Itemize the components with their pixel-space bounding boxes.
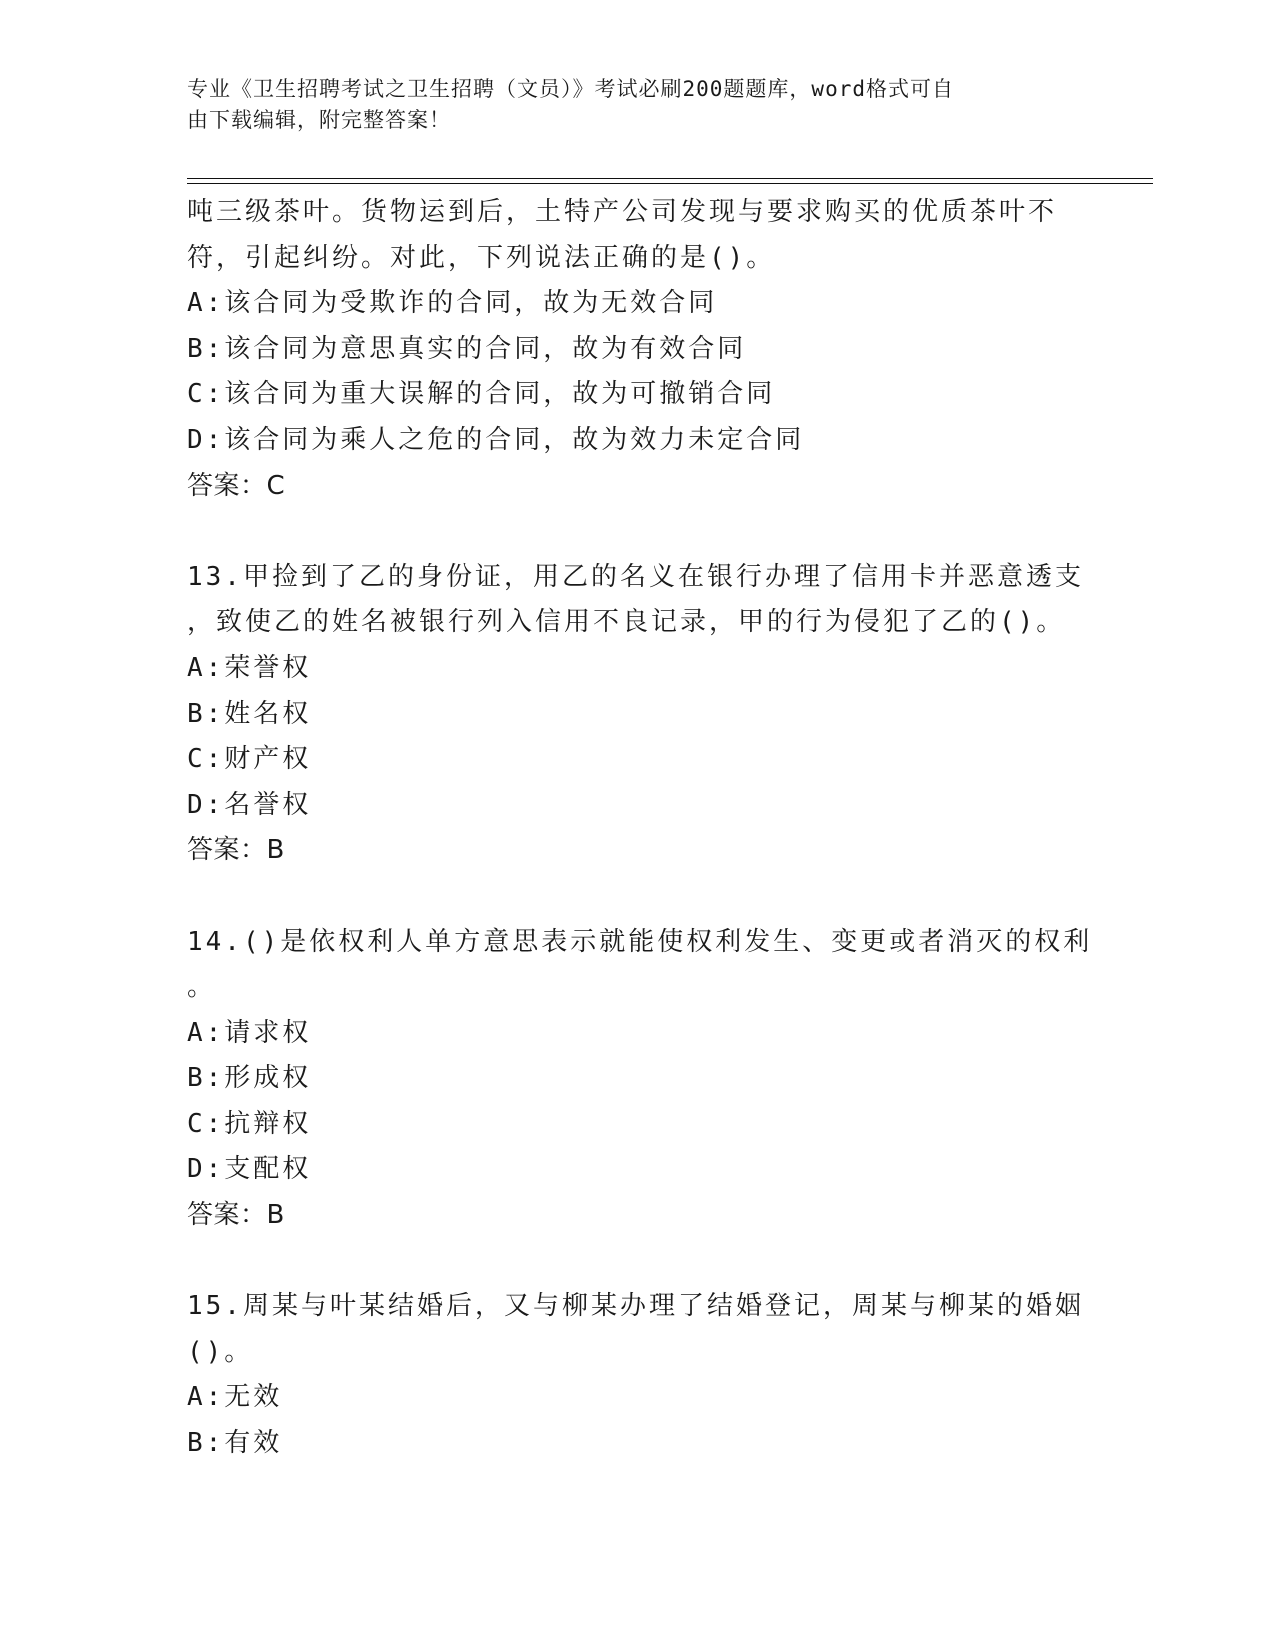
answer: 答案：B <box>187 835 285 866</box>
header-line-1: 专业《卫生招聘考试之卫生招聘（文员）》考试必刷200题题库，word格式可自 <box>187 77 954 101</box>
question-text-line: 吨三级茶叶。货物运到后，土特产公司发现与要求购买的优质茶叶不 <box>187 197 1058 227</box>
document-header <box>187 74 1067 136</box>
question-list <box>187 190 1093 1467</box>
answer: 答案：B <box>187 1200 285 1231</box>
question-text-line: 。 <box>187 972 217 1003</box>
spacer <box>187 874 1087 920</box>
question-12 <box>187 190 1087 509</box>
option-a: A:该合同为受欺诈的合同，故为无效合同 <box>187 288 718 319</box>
header-divider-top <box>187 178 1153 179</box>
question-text-line: 符，引起纠纷。对此，下列说法正确的是()。 <box>187 242 776 273</box>
question-15 <box>187 1284 1087 1466</box>
option-b: B:有效 <box>187 1428 283 1459</box>
option-a: A:无效 <box>187 1382 283 1413</box>
question-13 <box>187 555 1087 874</box>
question-14 <box>187 920 1093 1239</box>
option-b: B:该合同为意思真实的合同，故为有效合同 <box>187 333 747 364</box>
header-divider-bottom <box>187 183 1153 184</box>
answer: 答案：C <box>187 470 286 501</box>
option-a: A:荣誉权 <box>187 652 312 683</box>
question-text-line: 14.()是依权利人单方意思表示就能使权利发生、变更或者消灭的权利 <box>187 926 1093 957</box>
question-text-line: ()。 <box>187 1336 254 1367</box>
option-d: D:该合同为乘人之危的合同，故为效力未定合同 <box>187 424 805 455</box>
option-c: C:财产权 <box>187 744 312 775</box>
option-b: B:形成权 <box>187 1063 312 1094</box>
option-c: C:抗辩权 <box>187 1108 312 1139</box>
option-d: D:支配权 <box>187 1154 312 1185</box>
spacer <box>187 509 1087 555</box>
question-text-line: 15.周某与叶某结婚后，又与柳某办理了结婚登记，周某与柳某的婚姻 <box>187 1291 1084 1322</box>
option-b: B:姓名权 <box>187 698 312 729</box>
question-text-line: 13.甲捡到了乙的身份证，用乙的名义在银行办理了信用卡并恶意透支 <box>187 561 1084 592</box>
option-d: D:名誉权 <box>187 789 312 820</box>
option-c: C:该合同为重大误解的合同，故为可撤销合同 <box>187 379 776 410</box>
option-a: A:请求权 <box>187 1017 312 1048</box>
question-text-line: ，致使乙的姓名被银行列入信用不良记录，甲的行为侵犯了乙的()。 <box>187 607 1066 638</box>
spacer <box>187 1239 1087 1285</box>
header-line-2: 由下载编辑，附完整答案！ <box>187 108 451 132</box>
